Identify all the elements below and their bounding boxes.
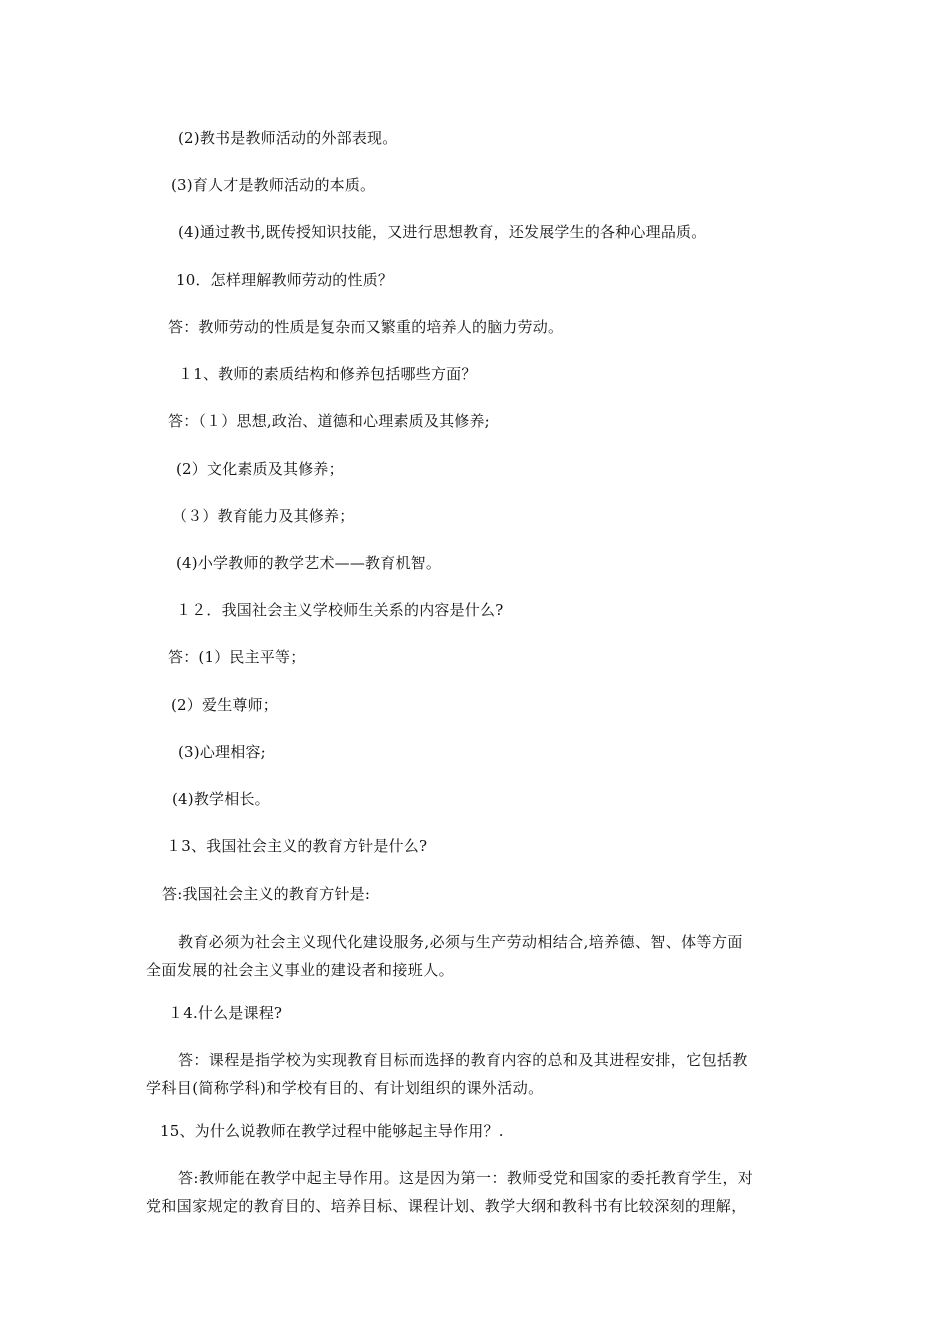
question-11: １1、教师的素质结构和修养包括哪些方面？ [178, 365, 477, 383]
answer-12-item-1: 答：(1）民主平等； [168, 648, 306, 666]
answer-11-item-4: (4)小学教师的教学艺术——教育机智。 [176, 554, 442, 572]
answer-11-item-2: (2）文化素质及其修养； [176, 460, 344, 478]
item-4-teaching: (4)通过教书,既传授知识技能，又进行思想教育，还发展学生的各种心理品质。 [178, 223, 707, 241]
answer-13-intro: 答:我国社会主义的教育方针是: [162, 885, 371, 903]
paragraph-line: 答:教师能在教学中起主导作用。这是因为第一：教师受党和国家的委托教育学生，对 [178, 1169, 754, 1187]
question-13: １3、我国社会主义的教育方针是什么? [166, 837, 428, 855]
answer-12-item-3: (3)心理相容; [178, 743, 266, 761]
question-15: 15、为什么说教师在教学过程中能够起主导作用？. [160, 1122, 504, 1140]
answer-11-item-1: 答：（１）思想,政治、道德和心理素质及其修养; [168, 412, 490, 430]
paragraph-line: 教育必须为社会主义现代化建设服务,必须与生产劳动相结合,培养德、智、体等方面 [178, 933, 743, 951]
question-10: 10．怎样理解教师劳动的性质？ [176, 271, 394, 289]
answer-10: 答：教师劳动的性质是复杂而又繁重的培养人的脑力劳动。 [168, 318, 564, 336]
paragraph-line: 答：课程是指学校为实现教育目标而选择的教育内容的总和及其进程安排，它包括教 [178, 1051, 748, 1069]
answer-11-item-3: （３）教育能力及其修养； [172, 507, 355, 525]
item-2-external: (2)教书是教师活动的外部表现。 [178, 129, 398, 147]
item-3-essence: (3)育人才是教师活动的本质。 [171, 176, 376, 194]
answer-14-paragraph [146, 1046, 798, 1102]
question-12: １２．我国社会主义学校师生关系的内容是什么? [176, 601, 504, 619]
paragraph-line: 全面发展的社会主义事业的建设者和接班人。 [146, 961, 455, 979]
paragraph-line: 党和国家规定的教育目的、培养目标、课程计划、教学大纲和教科书有比较深刻的理解， [146, 1197, 747, 1215]
answer-12-item-4: (4)教学相长。 [172, 790, 270, 808]
answer-15-paragraph [146, 1164, 798, 1220]
paragraph-line: 学科目(简称学科)和学校有目的、有计划组织的课外活动。 [146, 1079, 544, 1097]
answer-12-item-2: (2）爱生尊师； [171, 696, 278, 714]
answer-13-policy-paragraph [146, 928, 798, 984]
question-14: １4.什么是课程? [168, 1004, 283, 1022]
